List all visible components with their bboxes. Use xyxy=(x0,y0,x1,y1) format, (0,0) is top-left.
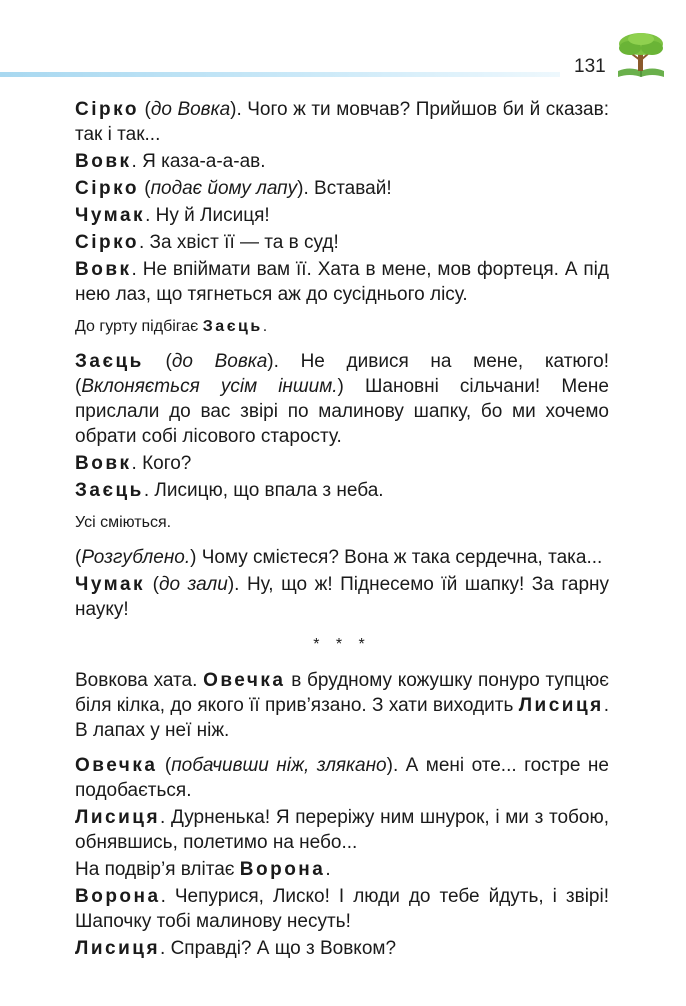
text-run: . Я каза-а-а-ав. xyxy=(131,151,266,172)
text-run: На подвір’я влітає xyxy=(75,859,240,880)
dialogue-line xyxy=(75,668,609,743)
text-run: ( xyxy=(143,351,172,372)
speaker-name: Овечка xyxy=(75,755,158,776)
text-run: . За хвіст її — та в суд! xyxy=(138,232,339,253)
page-header xyxy=(0,0,686,90)
speaker-name: Чумак xyxy=(75,574,146,595)
dialogue-line xyxy=(75,805,609,855)
remark-text: Розгублено. xyxy=(81,547,191,568)
text-run: . Не впіймати вам її. Хата в мене, мов фортеця. А під нею лаз, що тягнеться аж до сусіднього лісу. xyxy=(75,259,609,305)
text-run: ( xyxy=(75,547,82,568)
dialogue-line xyxy=(75,545,609,570)
text-run: ( xyxy=(145,574,159,595)
dialogue-line xyxy=(75,936,609,961)
dialogue-line xyxy=(75,203,609,228)
text-run: . В лапах у неї ніж. xyxy=(75,695,609,741)
remark-text: до Вовка xyxy=(171,351,268,372)
remark-text: до Вовка xyxy=(150,99,231,120)
speaker-name: Овечка xyxy=(203,670,286,691)
dialogue-line xyxy=(75,451,609,476)
text-run: . Справді? А що з Вовком? xyxy=(160,938,397,959)
dialogue-line xyxy=(75,572,609,622)
dialogue-line xyxy=(75,857,609,882)
text-run: ( xyxy=(138,178,151,199)
dialogue-line xyxy=(75,149,609,174)
speaker-name: Ворона xyxy=(75,886,161,907)
text-run: . Чепурися, Лиско! І люди до тебе йдуть, і звірі! Шапочку тобі малинову несуть! xyxy=(75,886,609,932)
text-run: ). Ну, що ж! Піднесемо їй шапку! За гарну науку! xyxy=(75,574,610,620)
dialogue-line xyxy=(75,176,609,201)
speaker-name: Вовк xyxy=(75,453,132,474)
dialogue-line xyxy=(75,753,609,803)
speaker-name: Лисиця xyxy=(518,695,604,716)
dialogue-line xyxy=(75,478,609,503)
section-divider xyxy=(75,636,609,654)
speaker-name: Лисиця xyxy=(75,807,161,828)
text-run: . xyxy=(325,859,331,880)
speaker-name: Лисиця xyxy=(75,938,161,959)
tree-on-book-icon xyxy=(612,30,670,80)
remark-text: подає йому лапу xyxy=(150,178,298,199)
text-run: ) Чому смієтеся? Вона ж така сердечна, така... xyxy=(190,547,603,568)
stage-direction xyxy=(75,316,609,338)
text-run: ( xyxy=(138,99,151,120)
remark-text: побачивши ніж, злякано xyxy=(171,755,387,776)
speaker-name: Сірко xyxy=(75,99,139,120)
page-text xyxy=(75,97,609,963)
speaker-name: Заєць xyxy=(75,351,144,372)
speaker-name: Вовк xyxy=(75,151,132,172)
text-run: ) Шановні сільчани! Мене прислали до вас звірі по малинову шапку, бо ми хочемо обрати собі лісового старосту. xyxy=(75,376,609,447)
speaker-name: Вовк xyxy=(75,259,132,280)
speaker-name: Чумак xyxy=(75,205,146,226)
text-run: . xyxy=(262,318,268,335)
text-run: . Ну й Лисиця! xyxy=(145,205,270,226)
dialogue-line xyxy=(75,884,609,934)
text-run: . Кого? xyxy=(131,453,192,474)
dialogue-line xyxy=(75,349,609,449)
remark-text: Вклоняється усім іншим. xyxy=(81,376,338,397)
speaker-name: Сірко xyxy=(75,232,139,253)
text-run: ). Вставай! xyxy=(297,178,392,199)
speaker-name: Заєць xyxy=(202,318,263,335)
remark-text: до зали xyxy=(158,574,228,595)
header-bar xyxy=(0,72,560,77)
text-run: * * * xyxy=(313,636,371,653)
text-run: ( xyxy=(157,755,172,776)
text-run: Усі сміються. xyxy=(75,514,172,531)
speaker-name: Сірко xyxy=(75,178,139,199)
dialogue-line xyxy=(75,257,609,307)
dialogue-line xyxy=(75,230,609,255)
stage-direction xyxy=(75,512,609,534)
text-run: До гурту підбігає xyxy=(75,318,203,335)
speaker-name: Ворона xyxy=(239,859,326,880)
text-run: ). Чого ж ти мовчав? Прийшов би й сказав: так і так... xyxy=(75,99,609,145)
speaker-name: Заєць xyxy=(75,480,144,501)
text-run: Вовкова хата. xyxy=(75,670,204,691)
text-run: ). А мені оте... гостре не подобається. xyxy=(75,755,609,801)
text-run: . Дурненька! Я переріжу ним шнурок, і ми з тобою, обнявшись, полетимо на небо... xyxy=(75,807,609,853)
dialogue-line xyxy=(75,97,609,147)
text-run: в брудному кожушку понуро тупцює біля кілка, до якого її прив’язано. З хати виходить xyxy=(75,670,610,716)
text-run: . Лисицю, що впала з неба. xyxy=(143,480,384,501)
page-number: 131 xyxy=(574,56,606,77)
text-run: ). Не дивися на мене, катюго! ( xyxy=(75,351,610,397)
